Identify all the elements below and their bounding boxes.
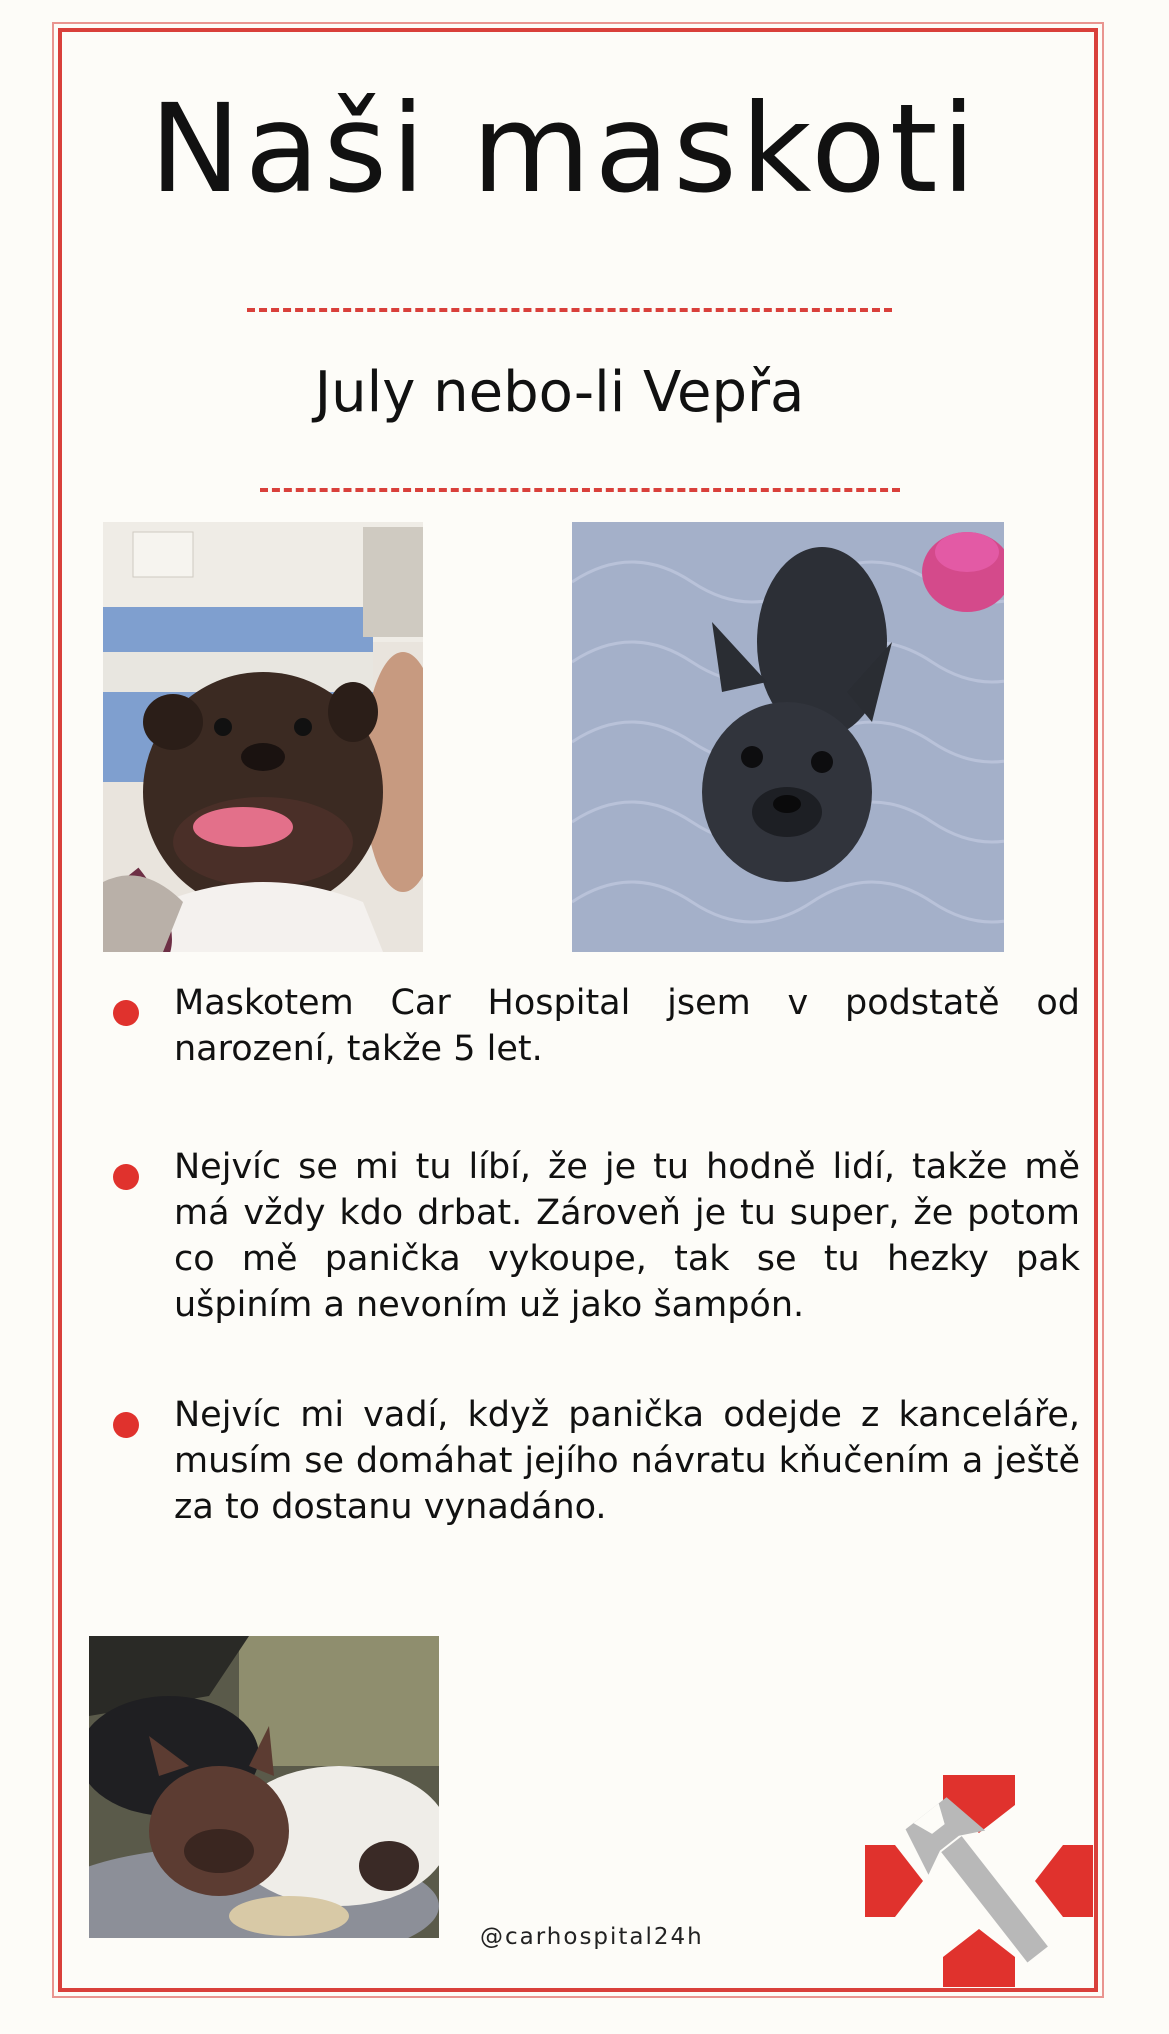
dog-photo-2 [572, 522, 1004, 952]
list-item [110, 1392, 1080, 1530]
bullet-text: Maskotem Car Hospital jsem v podstatě od narození, takže 5 let. [174, 983, 1080, 1069]
dog-photo-3 [89, 1636, 439, 1938]
subtitle: July nebo-li Vepřa [314, 360, 805, 425]
page-title: Naši maskoti [149, 78, 980, 220]
bullet-list [110, 980, 1080, 1580]
subtitle-divider [260, 488, 900, 492]
bullet-text: Nejvíc mi vadí, když panička odejde z kanceláře, musím se domáhat jejího návratu kňučením a ještě za to dostanu vynadáno. [174, 1395, 1080, 1527]
bullet-dot [113, 1412, 139, 1438]
list-item [110, 1144, 1080, 1328]
title-divider [247, 308, 892, 312]
social-handle: @carhospital24h [480, 1924, 704, 1950]
bullet-dot [113, 1164, 139, 1190]
wrench-cross-logo-icon [865, 1775, 1093, 1987]
bullet-dot [113, 1000, 139, 1026]
list-item [110, 980, 1080, 1072]
dog-photo-1 [103, 522, 423, 952]
bullet-text: Nejvíc se mi tu líbí, že je tu hodně lidí, takže mě má vždy kdo drbat. Zároveň je tu super, že potom co mě panička vykoupe, tak se tu hezky pak ušpiním a nevoním už jako šampón. [174, 1147, 1080, 1325]
